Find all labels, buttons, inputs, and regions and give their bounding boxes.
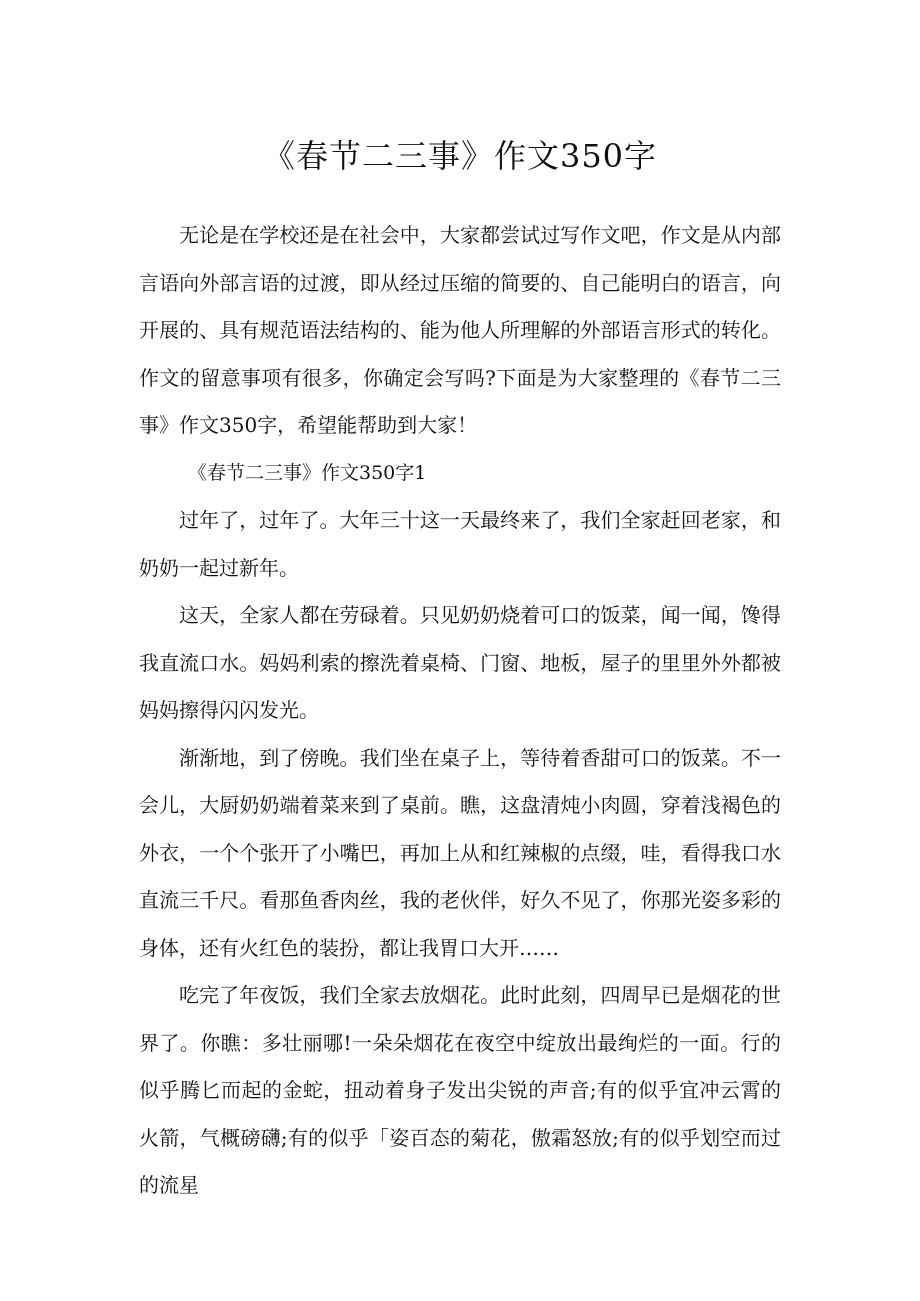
essay-paragraph-1: 过年了，过年了。大年三十这一天最终来了，我们全家赶回老家，和奶奶一起过新年。 [139, 508, 781, 580]
essay-paragraph-4: 吃完了年夜饭，我们全家去放烟花。此时此刻，四周早已是烟花的世界了。你瞧：多壮丽哪!一朵朵烟花在夜空中绽放出最绚烂的一面。行的似乎腾匕而起的金蛇，扭动着身子发出尖锐的声音;有的似乎宜冲云霄的火箭，气概磅礴;有的似乎「姿百态的菊花，傲霜怒放;有的似乎划空而过的流星 [139, 983, 781, 1197]
document-body [139, 212, 781, 1210]
essay-paragraph-2: 这天，全家人都在劳碌着。只见奶奶烧着可口的饭菜，闻一闻，馋得我直流口水。妈妈利索的擦洗着桌椅、门窗、地板，屋子的里里外外都被妈妈擦得闪闪发光。 [139, 603, 781, 722]
essay-paragraph-3: 渐渐地，到了傍晚。我们坐在桌子上，等待着香甜可口的饭菜。不一会儿，大厨奶奶端着菜来到了桌前。瞧，这盘清炖小肉圆，穿着浅褐色的外衣，一个个张开了小嘴巴，再加上从和红辣椒的点缀，哇，看得我口水直流三千尺。看那鱼香肉丝，我的老伙伴，好久不见了，你那光姿多彩的身体，还有火红色的装扮，都让我胃口大开…… [139, 745, 781, 960]
document-title: 《春节二三事》作文350字 [262, 137, 658, 175]
intro-paragraph: 无论是在学校还是在社会中，大家都尝试过写作文吧，作文是从内部言语向外部言语的过渡，即从经过压缩的简要的、自己能明白的语言，向开展的、具有规范语法结构的、能为他人所理解的外部语言形式的转化。作文的留意事项有很多，你确定会写吗?下面是为大家整理的《春节二三事》作文350字，希望能帮助到大家！ [139, 223, 781, 437]
essay-subheading: 《春节二三事》作文350字1 [188, 461, 427, 484]
